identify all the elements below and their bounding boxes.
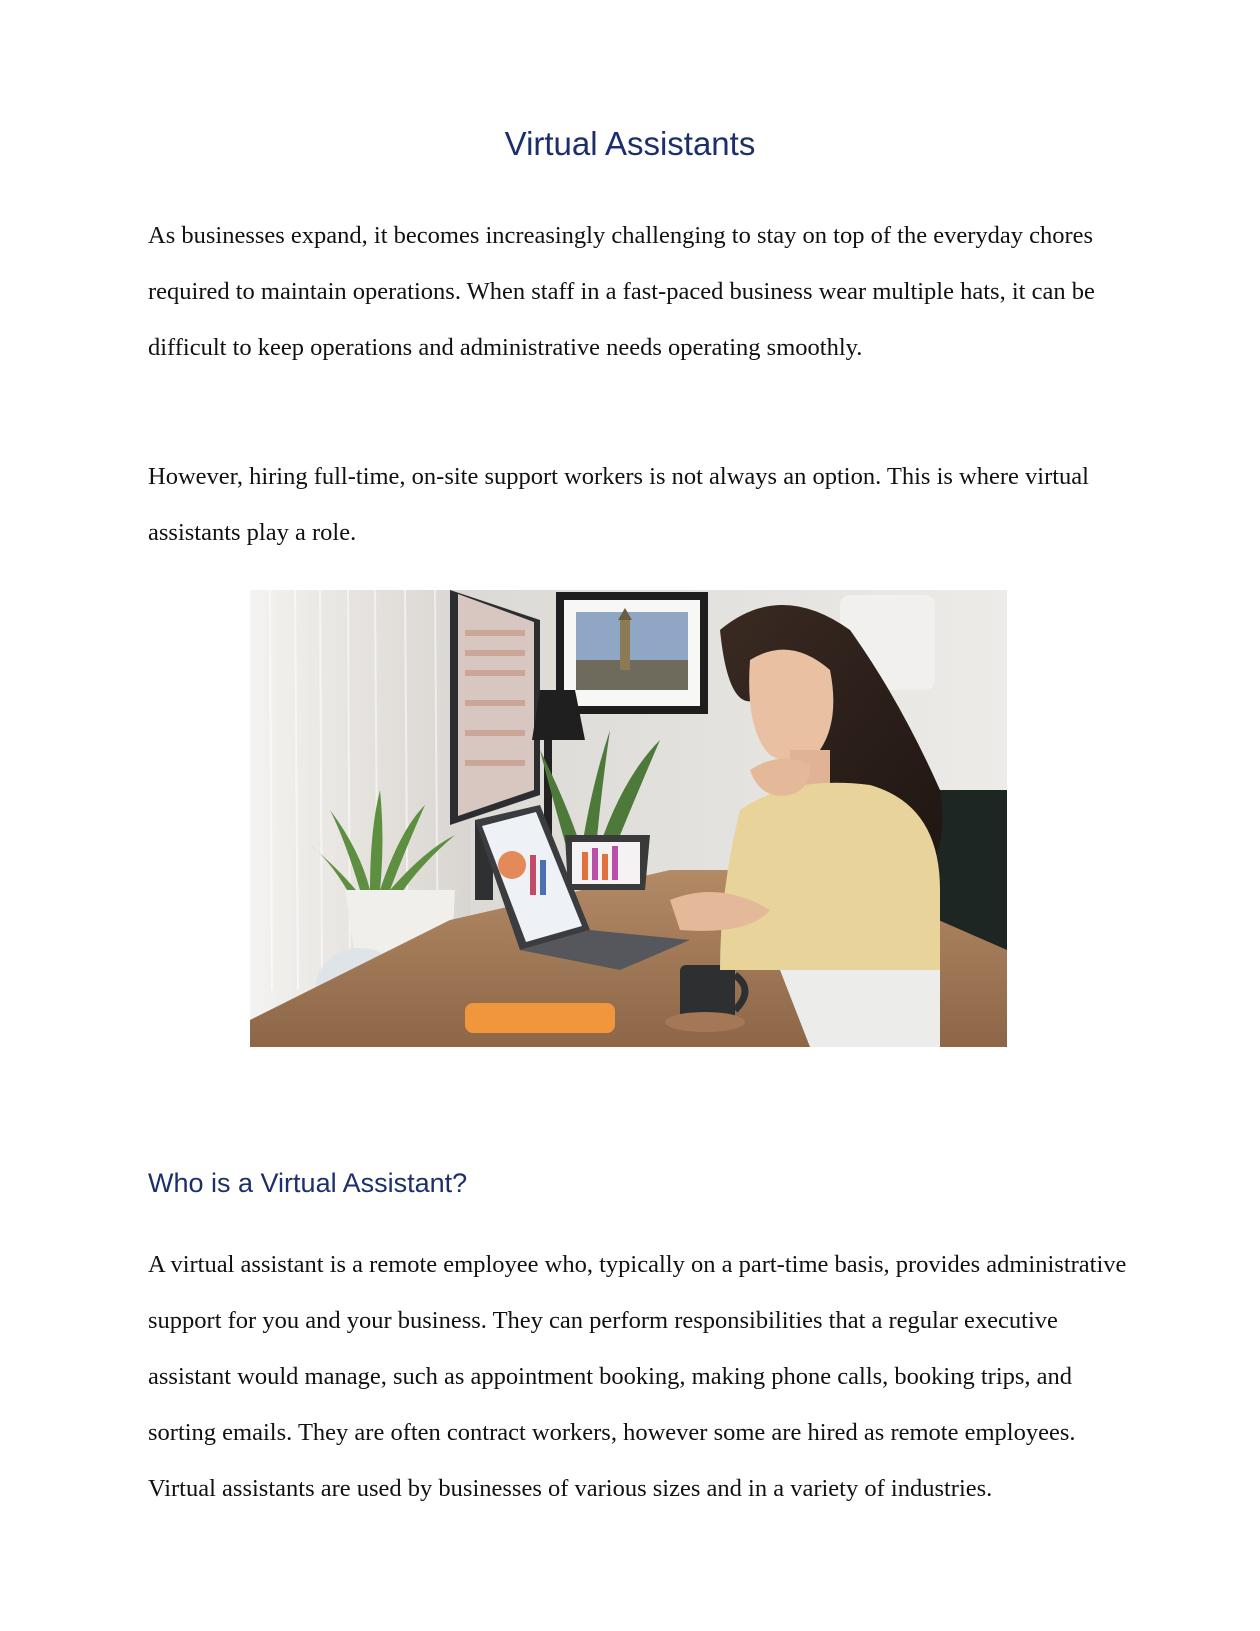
section-paragraph: A virtual assistant is a remote employee who, typically on a part-time basis, provides administrative support for you and your business. They can perform responsibilities that a regular executive assistant would manage, such as appointment booking, making phone calls, booking trips, and sorting emails. They are often contract workers, however some are hired as remote employees. Virtual assistants are used by businesses of various sizes and in a variety of industries. [148,1251,1127,1502]
woman-at-desk-photo [250,590,1007,1047]
second-paragraph: However, hiring full-time, on-site support workers is not always an option. This is where virtual assistants play a role. [148,463,1089,546]
section-heading: Who is a Virtual Assistant? [148,1168,468,1198]
page-title: Virtual Assistants [504,125,756,162]
intro-paragraph: As businesses expand, it becomes increasingly challenging to stay on top of the everyday chores required to maintain operations. When staff in a fast-paced business wear multiple hats, it can be difficult to keep operations and administrative needs operating smoothly. [148,222,1095,361]
